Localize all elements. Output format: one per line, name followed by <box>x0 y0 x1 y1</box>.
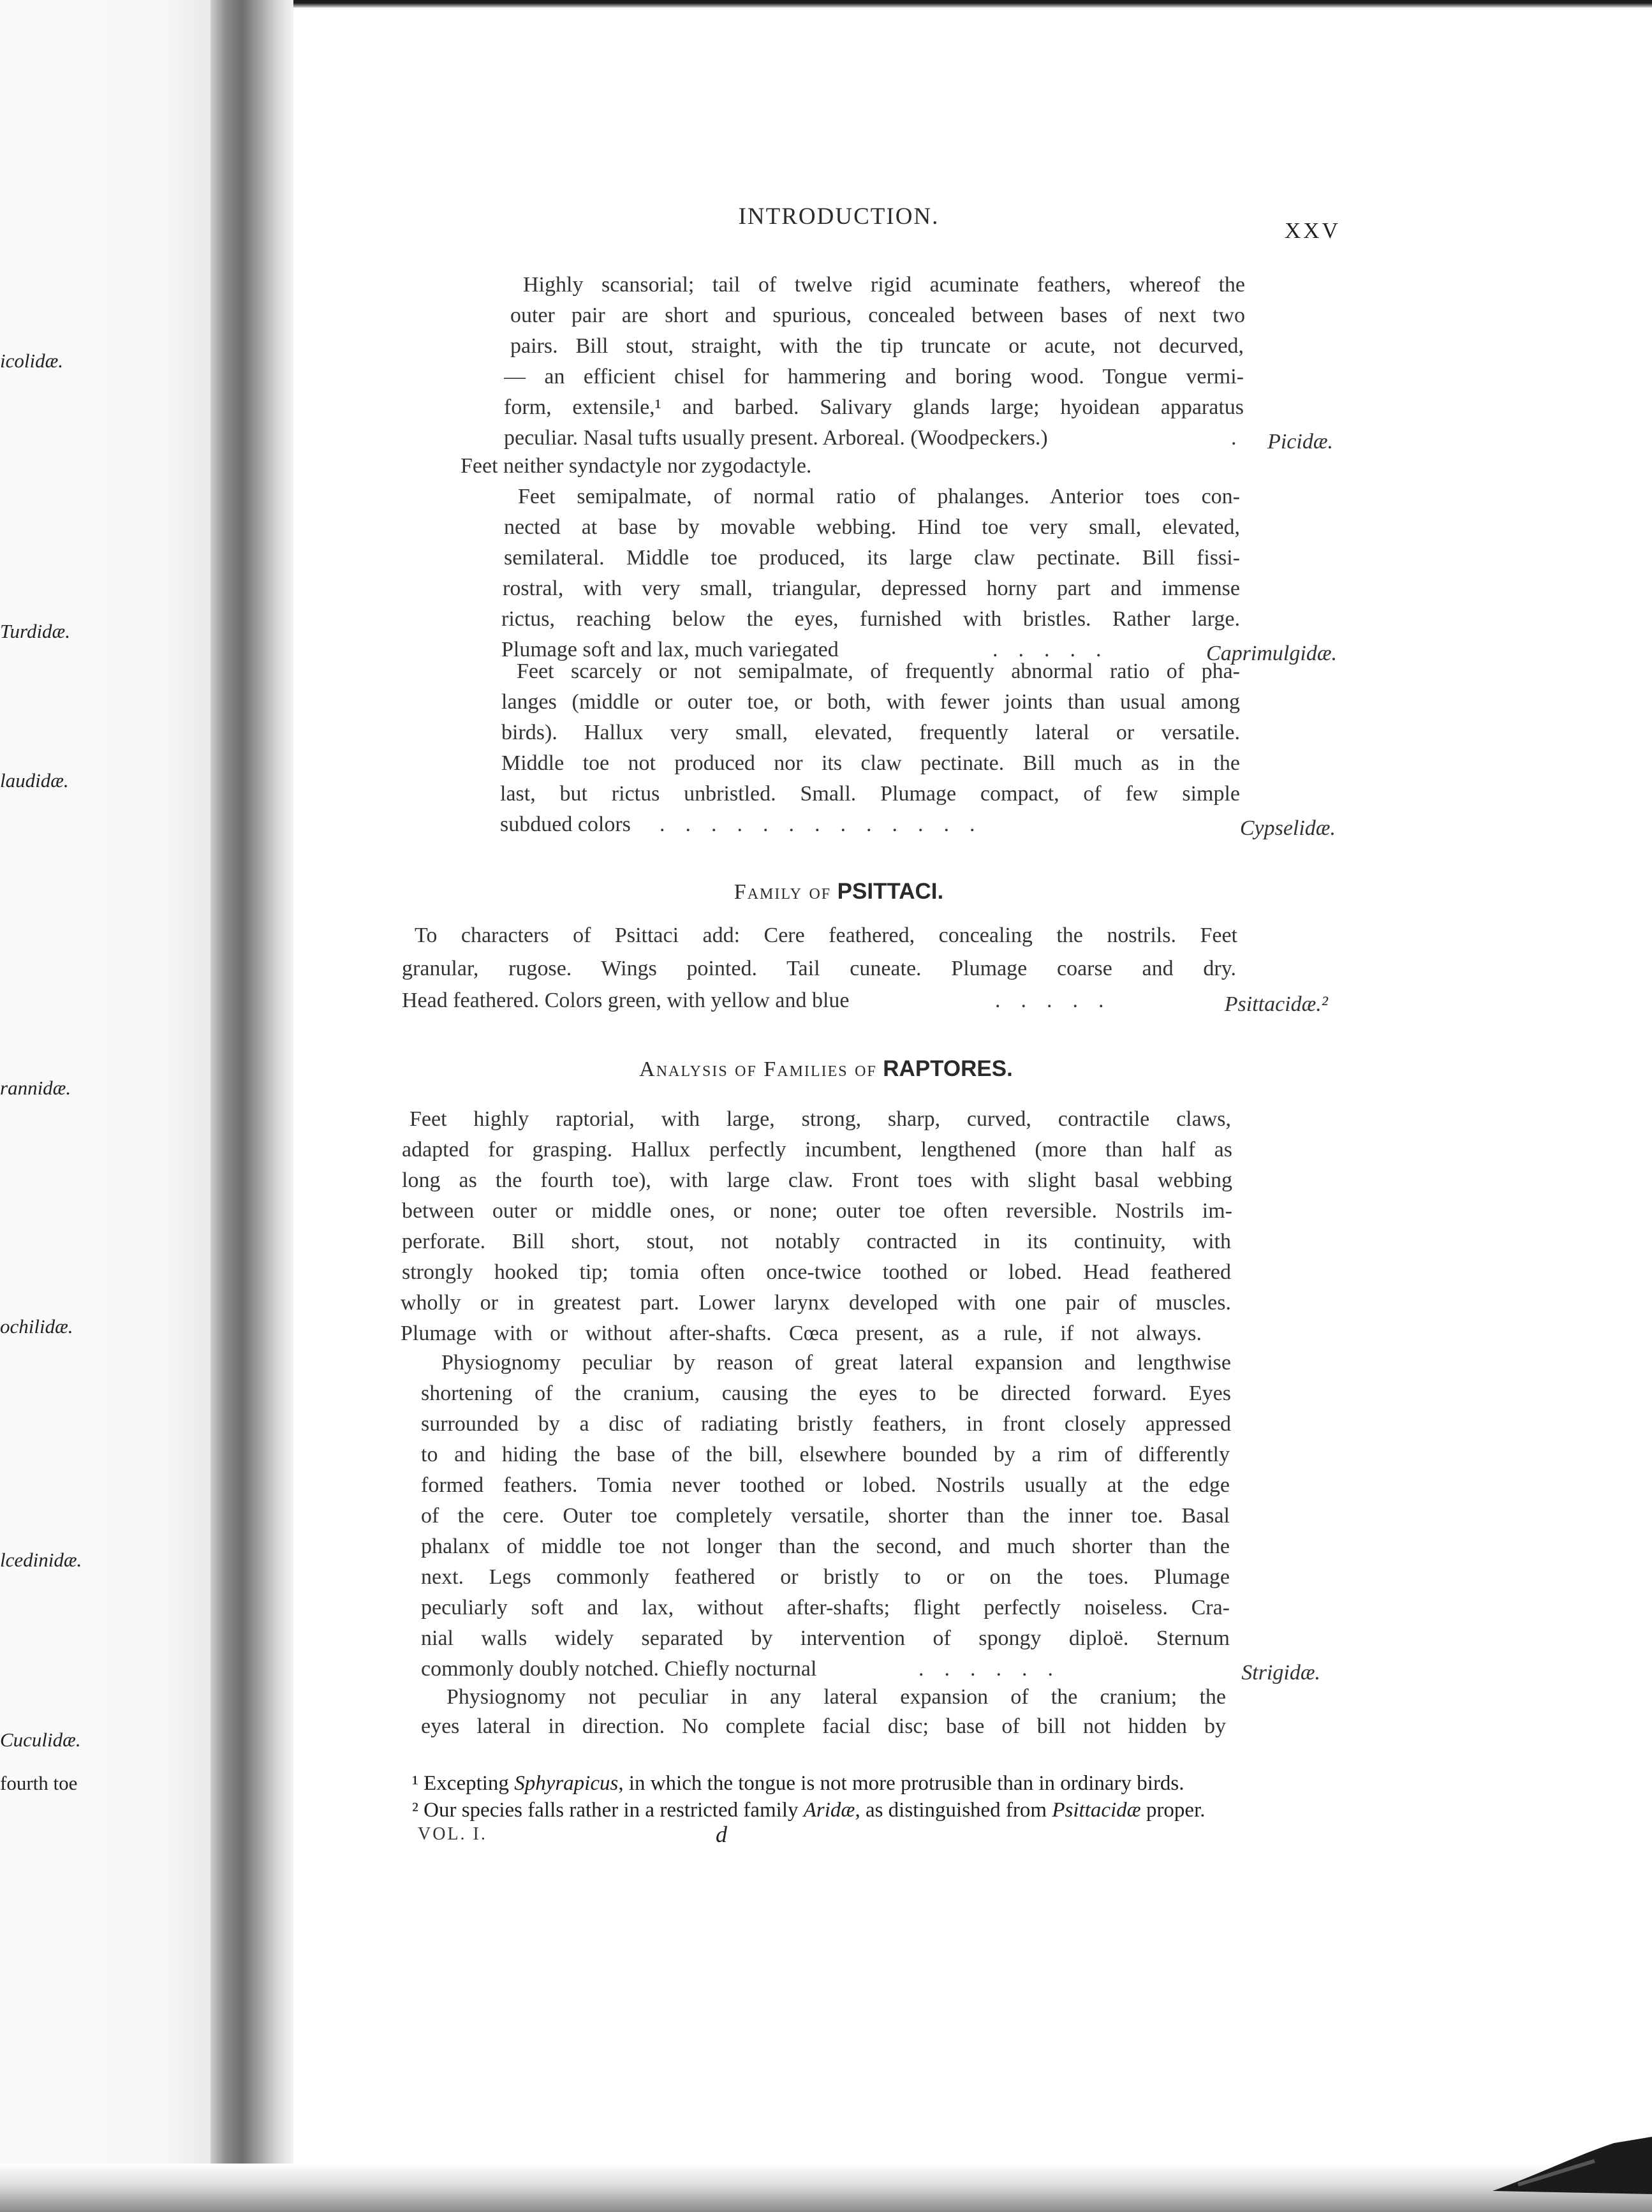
text-line: wholly or in greatest part. Lower larynx developed with one pair of muscles. <box>401 1291 1231 1315</box>
footnote-1: ¹ Excepting Sphyrapicus, in which the tongue is not more protrusible than in ordinary birds. <box>412 1772 1184 1795</box>
text-line: pairs. Bill stout, straight, with the tip truncate or acute, not decurved, <box>510 334 1244 358</box>
text-line: — an efficient chisel for hammering and boring wood. Tongue vermi- <box>504 365 1244 388</box>
text-line: Physiognomy not peculiar in any lateral expansion of the cranium; the <box>446 1685 1226 1709</box>
text-line: Highly scansorial; tail of twelve rigid acuminate feathers, whereof the <box>523 273 1245 297</box>
leader-dots: ..... <box>995 989 1125 1012</box>
text-line: Feet semipalmate, of normal ratio of phalanges. Anterior toes con- <box>518 485 1240 508</box>
text-line-with-family <box>402 989 1328 1022</box>
text-line: perforate. Bill short, stout, not notably contracted in its continuity, with <box>402 1230 1231 1253</box>
heading-prefix: Family of <box>734 880 832 904</box>
section-heading-raptores <box>0 1056 1652 1082</box>
left-page-label: rannidæ. <box>0 1077 71 1099</box>
text-line: of the cere. Outer toe completely versatile, shorter than the inner toe. Basal <box>421 1504 1230 1528</box>
left-page-label: Turdidæ. <box>0 620 70 642</box>
leader-dots: ..... <box>992 638 1122 661</box>
text-line: subdued colors <box>500 813 631 836</box>
text-line: long as the fourth toe), with large claw. Front toes with slight basal webbing <box>402 1169 1232 1192</box>
scan-top-edge <box>293 0 1652 8</box>
text-line: eyes lateral in direction. No complete facial disc; base of bill not hidden by <box>421 1714 1226 1738</box>
running-header-title: INTRODUCTION. <box>738 203 940 230</box>
left-page-label: laudidæ. <box>0 769 69 792</box>
text-line: rostral, with very small, triangular, depressed horny part and immense <box>503 577 1240 600</box>
leader-dot: . <box>1231 426 1237 450</box>
heading-name: PSITTACI. <box>837 879 944 904</box>
family-name: Cypselidæ. <box>1239 816 1336 840</box>
book-gutter-shadow <box>210 0 293 2212</box>
text-line: Physiognomy peculiar by reason of great lateral expansion and lengthwise <box>441 1351 1231 1375</box>
text-line: next. Legs commonly feathered or bristly to or on the toes. Plumage <box>421 1565 1230 1589</box>
text-line: outer pair are short and spurious, concealed between bases of next two <box>510 304 1245 327</box>
text-line: shortening of the cranium, causing the eyes to be directed forward. Eyes <box>421 1382 1231 1405</box>
heading-name: RAPTORES. <box>883 1056 1013 1081</box>
left-page-edge <box>0 0 210 2212</box>
page-number: XXV <box>1285 218 1341 243</box>
text-line: surrounded by a disc of radiating bristly feathers, in front closely appressed <box>421 1412 1231 1436</box>
family-name: Picidæ. <box>1267 430 1333 453</box>
text-line-with-family <box>500 813 1336 846</box>
text-line: To characters of Psittaci add: Cere feathered, concealing the nostrils. Feet <box>415 924 1237 947</box>
text-line: granular, rugose. Wings pointed. Tail cuneate. Plumage coarse and dry. <box>402 957 1236 980</box>
section-heading-psittaci <box>0 879 1652 904</box>
text-line: peculiar. Nasal tufts usually present. Arboreal. (Woodpeckers.) <box>504 426 1048 450</box>
text-line: between outer or middle ones, or none; outer toe often reversible. Nostrils im- <box>402 1199 1232 1223</box>
text-line: Plumage soft and lax, much variegated <box>501 638 839 661</box>
text-line: Plumage with or without after-shafts. Cœca present, as a rule, if not always. <box>401 1322 1202 1345</box>
text-line: to and hiding the base of the bill, elsewhere bounded by a rim of differently <box>421 1443 1230 1466</box>
left-page-label: ochilidæ. <box>0 1315 73 1338</box>
scan-bottom-edge <box>0 2164 1652 2212</box>
text-line: nected at base by movable webbing. Hind toe very small, elevated, <box>504 515 1240 539</box>
text-line: strongly hooked tip; tomia often once-twice toothed or lobed. Head feathered <box>402 1260 1231 1284</box>
text-line: peculiarly soft and lax, without after-shafts; flight perfectly noiseless. Cra- <box>421 1596 1230 1619</box>
text-line: phalanx of middle toe not longer than the second, and much shorter than the <box>421 1535 1230 1558</box>
left-page-label: icolidæ. <box>0 350 64 372</box>
text-line: birds). Hallux very small, elevated, frequently lateral or versatile. <box>501 721 1240 744</box>
text-line: adapted for grasping. Hallux perfectly incumbent, lengthened (more than half as <box>402 1138 1232 1161</box>
text-line: Feet scarcely or not semipalmate, of frequently abnormal ratio of pha- <box>517 660 1240 683</box>
volume-signature: VOL. I. <box>418 1824 487 1844</box>
footnote-2: ² Our species falls rather in a restricted family Aridæ, as distinguished from Psittacidæ proper. <box>412 1799 1206 1822</box>
left-page-label: Cuculidæ. <box>0 1729 81 1751</box>
text-line: Head feathered. Colors green, with yellow and blue <box>402 989 850 1012</box>
heading-prefix: Analysis of Families of <box>639 1058 877 1081</box>
text-line: last, but rictus unbristled. Small. Plumage compact, of few simple <box>500 782 1240 806</box>
scan-corner-artifact <box>1480 2130 1652 2194</box>
left-page-label: lcedinidæ. <box>0 1549 82 1571</box>
text-line: form, extensile,¹ and barbed. Salivary glands large; hyoidean apparatus <box>504 395 1244 419</box>
family-name: Psittacidæ.² <box>1224 992 1328 1016</box>
text-line: semilateral. Middle toe produced, its large claw pectinate. Bill fissi- <box>504 546 1240 570</box>
leader-dots: ............. <box>660 813 996 836</box>
family-name: Caprimulgidæ. <box>1206 642 1337 665</box>
family-name: Strigidæ. <box>1241 1661 1320 1685</box>
text-line: Feet highly raptorial, with large, strong, sharp, curved, contractile claws, <box>409 1107 1231 1131</box>
text-line: Middle toe not produced nor its claw pectinate. Bill much as in the <box>501 751 1240 775</box>
text-line: formed feathers. Tomia never toothed or lobed. Nostrils usually at the edge <box>421 1473 1230 1497</box>
leader-dots: ...... <box>918 1657 1073 1681</box>
printer-signature-mark: d <box>716 1822 727 1847</box>
text-line: commonly doubly notched. Chiefly nocturnal <box>421 1657 817 1681</box>
text-line: rictus, reaching below the eyes, furnished with bristles. Rather large. <box>501 607 1240 631</box>
text-line: langes (middle or outer toe, or both, with fewer joints than usual among <box>501 690 1240 714</box>
left-page-label: fourth toe <box>0 1772 78 1794</box>
text-line: Feet neither syndactyle nor zygodactyle. <box>461 454 812 478</box>
text-line: nial walls widely separated by intervention of spongy diploë. Sternum <box>421 1626 1230 1650</box>
